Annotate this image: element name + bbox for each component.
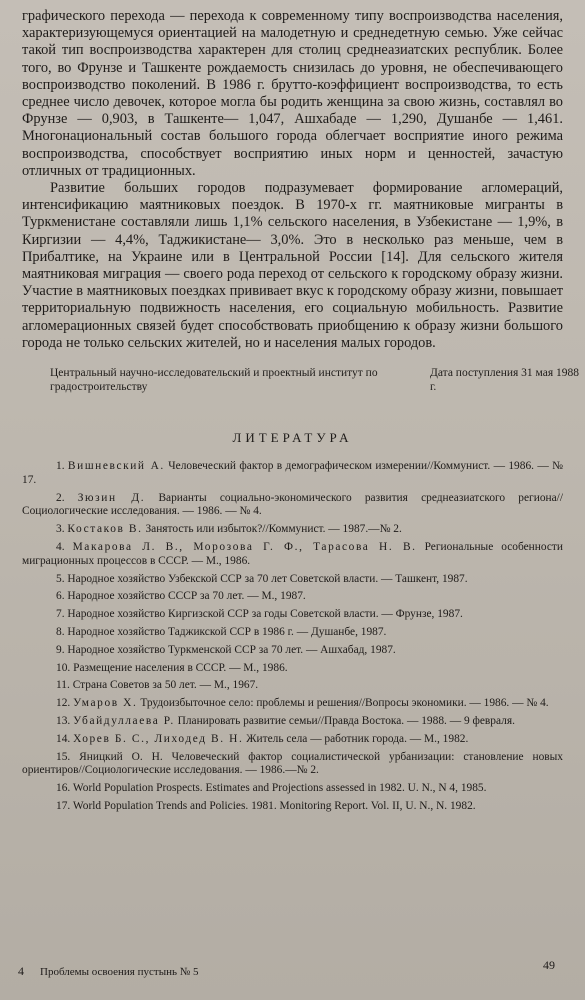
page-number: 49: [543, 958, 555, 972]
reference-number: 16.: [56, 782, 71, 795]
reference-number: 11.: [56, 679, 70, 692]
reference-text: Страна Советов за 50 лет. — М., 1967.: [72, 679, 259, 692]
reference-number: 7.: [56, 608, 65, 621]
reference-text: Житель села — работник города. — М., 1982.: [246, 732, 469, 745]
reference-item: [22, 460, 563, 488]
reference-author: Вишневский А.: [67, 460, 165, 473]
reference-item: [22, 590, 563, 604]
reference-text: Занятость или избыток?//Коммунист. — 1987.—№ 2.: [145, 523, 402, 536]
reference-author: Умаров Х.: [73, 697, 138, 710]
reference-number: 9.: [56, 643, 65, 656]
reference-text: Человеческий фактор в демографическом измерении//Коммунист. — 1986. — № 17.: [22, 460, 563, 486]
reference-item: [22, 573, 563, 587]
reference-item: [22, 662, 563, 676]
reference-author: Убайдуллаева Р.: [73, 715, 175, 728]
reference-number: 10.: [56, 661, 71, 674]
reference-text: World Population Prospects. Estimates and Projections assessed in 1982. U. N., N 4, 1985.: [72, 782, 487, 795]
reference-text: Народное хозяйство СССР за 70 лет. — М., 1987.: [67, 590, 306, 603]
institution-name: Центральный научно-исследовательский и проектный институт по градостроительству: [50, 367, 378, 394]
reference-number: 14.: [56, 732, 71, 745]
reference-number: 1.: [56, 460, 65, 473]
reference-number: 17.: [56, 800, 71, 812]
reference-item: [22, 751, 563, 779]
reference-text: Планировать развитие семьи//Правда Востока. — 1988. — 9 февраля.: [177, 715, 515, 728]
reference-author: Макарова Л. В., Морозова Г. Ф., Тарасова Н. В.: [72, 541, 417, 554]
reference-item: [22, 492, 563, 520]
reference-item: [22, 608, 563, 622]
reference-item: [22, 697, 563, 711]
reference-number: 3.: [56, 523, 65, 536]
received-date: Дата поступления 31 мая 1988 г.: [430, 367, 580, 394]
reference-list: [22, 460, 563, 814]
reference-text: World Population Trends and Policies. 1981. Monitoring Report. Vol. II, U. N., N. 1982.: [72, 800, 476, 812]
reference-text: Народное хозяйство Туркменской ССР за 70 лет. — Ашхабад, 1987.: [67, 643, 396, 656]
reference-number: 8.: [56, 626, 65, 639]
reference-text: Трудоизбыточное село: проблемы и решения//Вопросы экономики. — 1986. — № 4.: [140, 697, 549, 710]
literature-heading: ЛИТЕРАТУРА: [232, 430, 353, 446]
body-paragraph-2: Развитие больших городов подразумевает формирование агломераций, интенсификацию маятниковых поездок. В 1970-х гг. маятниковые мигранты в Туркменистане составляли лишь 1,1% сельского населения, в Узбекистане — 1,9%, в Киргизии — 4,4%, Таджикистане— 3,0%. Это в несколько раз меньше, чем в Прибалтике, на Украине или в Центральной России [14]. Для сельского жителя маятниковая миграция — своего рода переход от сельского к городскому образу жизни. Участие в маятниковых поездках прививает вкус к городскому образу жизни, повышает территориальную подвижность населения, его социальную мобильность. Развитие агломерационных связей будет способствовать приобщению к образу жизни большого города не только сельских жителей, но и населения малых городов.: [22, 180, 563, 351]
institution-block: [22, 366, 580, 406]
reference-item: [22, 679, 563, 693]
page-footer: [18, 958, 555, 982]
reference-item: [22, 800, 563, 814]
reference-item: [22, 523, 563, 537]
reference-author: Хорев Б. С., Лиходед В. Н.: [73, 732, 244, 745]
reference-number: 15.: [56, 750, 71, 763]
reference-text: Яницкий О. Н. Человеческий фактор социалистической урбанизации: становление новых ориентиров//Социологические исследования. — 1986.—№ 2.: [22, 750, 563, 777]
reference-author: Костаков В.: [67, 523, 143, 536]
reference-text: Народное хозяйство Узбекской ССР за 70 лет Советской власти. — Ташкент, 1987.: [67, 572, 468, 585]
reference-number: 4.: [56, 541, 65, 554]
reference-number: 12.: [56, 697, 71, 710]
signature-number: 4: [18, 964, 24, 978]
reference-item: [22, 644, 563, 658]
reference-author: Зюзин Д.: [77, 491, 146, 504]
article-body: [22, 8, 563, 352]
reference-item: [22, 541, 563, 569]
reference-text: Народное хозяйство Таджикской ССР в 1986 г. — Душанбе, 1987.: [67, 626, 387, 639]
reference-number: 6.: [56, 590, 65, 603]
reference-text: Народное хозяйство Киргизской ССР за годы Советской власти. — Фрунзе, 1987.: [67, 608, 463, 621]
body-paragraph-1: графического перехода — перехода к современному типу воспроизводства населения, характеризующемуся ориентацией на малодетную и среднедетную семью. Уже сейчас такой тип воспроизводства характерен для столиц среднеазиатских республик. Более того, во Фрунзе и Ташкенте рождаемость снизилась до уровня, не обеспечивающего воспроизводство поколений. В 1986 г. брутто-коэффициент воспроизводства, то есть среднее число девочек, которое могла бы родить женщина за свою жизнь, составлял во Фрунзе — 0,903, в Ташкенте— 1,047, Ашхабаде — 1,290, Душанбе — 1,461. Многонациональный состав большого города облегчает восприятие иного режима воспроизводства, способствует восприятию иных норм и ценностей, зачастую отличных от традиционных.: [22, 8, 563, 179]
signature-title: Проблемы освоения пустынь № 5: [40, 966, 199, 978]
reference-number: 2.: [56, 491, 65, 504]
reference-text: Варианты социально-экономического развития среднеазиатского региона//Социологические исследования. — 1986. — № 4.: [22, 491, 563, 518]
reference-text: Региональные особенности миграционных процессов в СССР. — М., 1986.: [22, 541, 563, 567]
reference-number: 5.: [56, 572, 65, 585]
reference-item: [22, 715, 563, 729]
reference-item: [22, 626, 563, 640]
reference-text: Размещение населения в СССР. — М., 1986.: [73, 661, 288, 674]
reference-item: [22, 782, 563, 796]
reference-item: [22, 733, 563, 747]
reference-number: 13.: [56, 715, 71, 728]
